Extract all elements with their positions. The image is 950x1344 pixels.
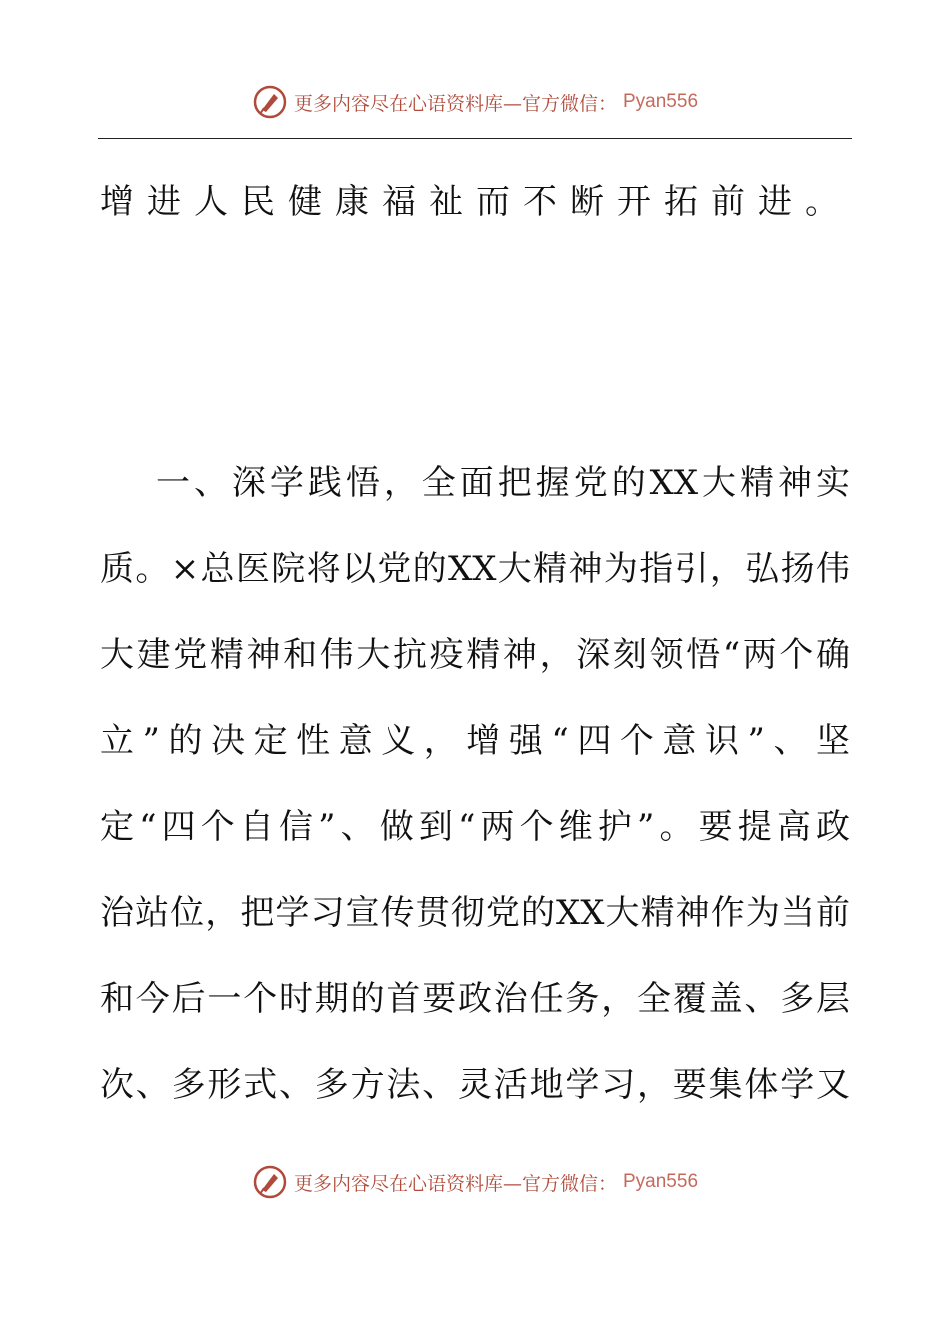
paragraph-line: 一、深学践悟，全面把握党的XX大精神实	[152, 463, 850, 503]
paragraph-line: 立”的决定性意义，增强“四个意识”、坚	[100, 721, 850, 761]
paragraph-line: 和今后一个时期的首要政治任务，全覆盖、多层	[100, 979, 850, 1019]
footer-watermark	[0, 1162, 950, 1202]
watermark-text: 更多内容尽在心语资料库—官方微信：	[293, 1172, 617, 1195]
header-watermark	[0, 82, 950, 122]
paragraph-line: 次、多形式、多方法、灵活地学习，要集体学又	[100, 1065, 850, 1105]
pen-nib-circle-icon	[252, 1164, 288, 1200]
paragraph-line: 大建党精神和伟大抗疫精神，深刻领悟“两个确	[100, 635, 850, 675]
watermark-wechat-id: Pyan556	[623, 91, 699, 112]
header-divider	[98, 138, 852, 139]
paragraph-section-one	[100, 440, 850, 1128]
watermark-wechat-id: Pyan556	[623, 1171, 699, 1192]
paragraph-line: 定“四个自信”、做到“两个维护”。要提高政	[100, 807, 850, 847]
watermark-text: 更多内容尽在心语资料库—官方微信：	[293, 92, 617, 115]
paragraph-line: 治站位，把学习宣传贯彻党的XX大精神作为当前	[100, 893, 850, 933]
carry-over-line: 增进人民健康福祉而不断开拓前进。	[100, 182, 852, 222]
paragraph-line: 质。×总医院将以党的XX大精神为指引，弘扬伟	[100, 549, 850, 589]
pen-nib-circle-icon	[252, 84, 288, 120]
